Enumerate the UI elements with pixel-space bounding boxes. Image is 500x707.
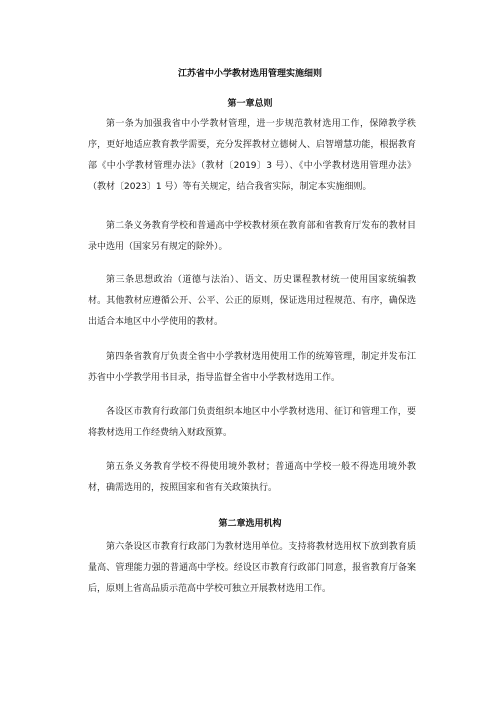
article-2-paragraph: 第二条义务教育学校和普通高中学校教材须在教育部和省教育厅发布的教材目录中选用（国家另有规定的除外）。 bbox=[88, 221, 416, 252]
document-title: 江苏省中小学教材选用管理实施细则 bbox=[177, 69, 322, 79]
chapter-2-heading: 第二章选用机构 bbox=[218, 519, 282, 529]
article-6-paragraph: 第六条设区市教育行政部门为教材选用单位。支持将教材选用权下放到教育质量高、管理能力强的普通高中学校。经设区市教育行政部门同意，报省教育厅备案后，原则上省高品质示范高中学校可独立开展教材选用工作。 bbox=[88, 542, 416, 594]
chapter-1-heading: 第一章总则 bbox=[227, 99, 273, 109]
article-3-paragraph: 第三条思想政治（道德与法治）、语文、历史课程教材统一使用国家统编教材。其他教材应遵循公开、公平、公正的原则，保证选用过程规范、有序，确保选出适合本地区中小学使用的教材。 bbox=[88, 275, 416, 327]
article-1-paragraph: 第一条为加强我省中小学教材管理，进一步规范教材选用工作，保障教学秩序，更好地适应教育教学需要，充分发挥教材立德树人、启智增慧功能，根据教育部《中小学教材管理办法》（教材〔2019〕3 号）、《中小学教材选用管理办法》（教材〔2023〕1 号）等有关规定，结合我省实际，制定本实施细则。 bbox=[88, 119, 416, 192]
article-4-continued-paragraph: 各设区市教育行政部门负责组织本地区中小学教材选用、征订和管理工作，要将教材选用工作经费纳入财政预算。 bbox=[88, 407, 416, 438]
article-5-paragraph: 第五条义务教育学校不得使用境外教材；普通高中学校一般不得选用境外教材，确需选用的，按照国家和省有关政策执行。 bbox=[88, 462, 416, 493]
article-4-paragraph: 第四条省教育厅负责全省中小学教材选用使用工作的统筹管理，制定并发布江苏省中小学教学用书目录，指导监督全省中小学教材选用工作。 bbox=[88, 352, 416, 383]
